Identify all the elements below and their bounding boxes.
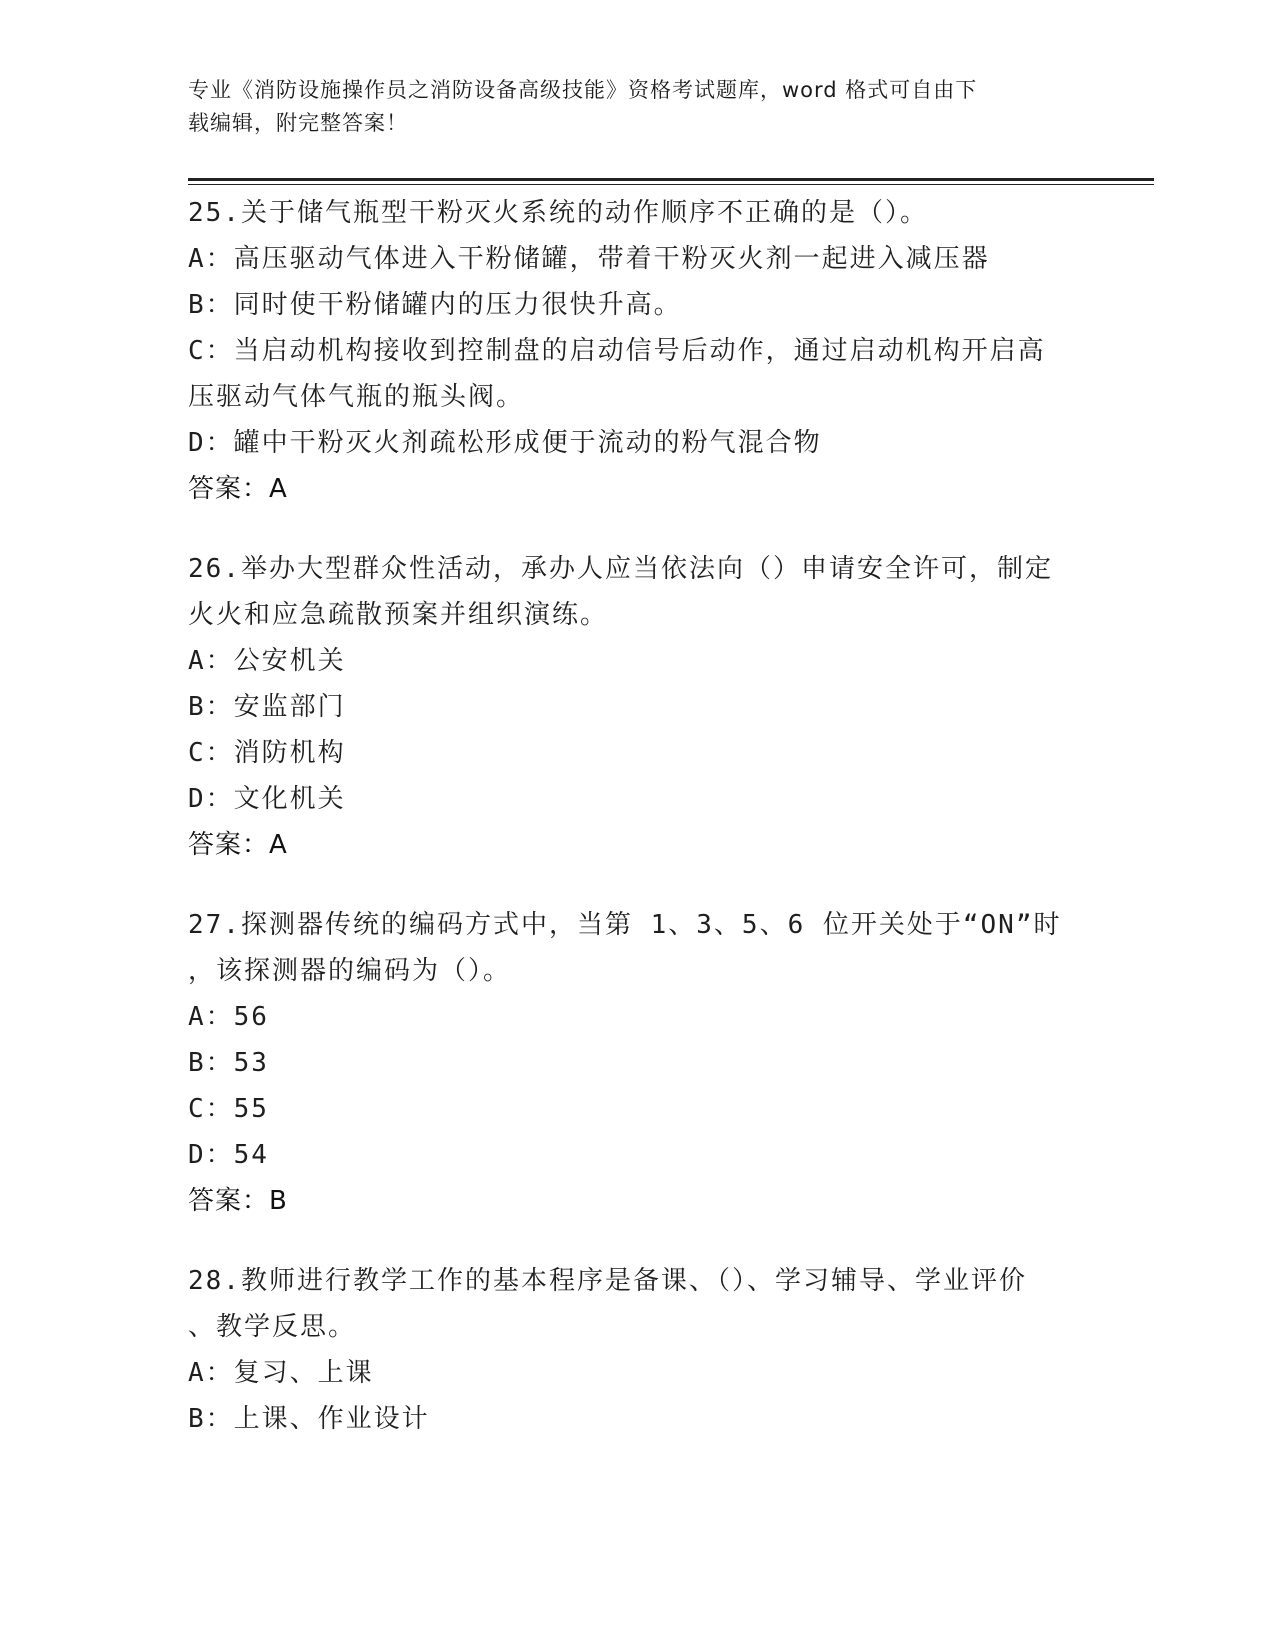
question-list <box>188 190 1088 1476</box>
option-b: B：同时使干粉储罐内的压力很快升高。 <box>188 290 682 320</box>
header-divider-thin <box>188 184 1154 185</box>
header-line-2: 载编辑，附完整答案！ <box>188 111 408 135</box>
document-header <box>188 74 1088 140</box>
option-c: C：当启动机构接收到控制盘的启动信号后动作，通过启动机构开启高 <box>188 336 1046 366</box>
question-stem-continued: ，该探测器的编码为（）。 <box>188 956 512 986</box>
option-a: A：56 <box>188 1002 269 1032</box>
option-b: B：上课、作业设计 <box>188 1404 430 1434</box>
question-27 <box>188 902 1088 1224</box>
option-c: C：消防机构 <box>188 738 346 768</box>
question-25 <box>188 190 1088 512</box>
question-stem-continued: 、教学反思。 <box>188 1312 357 1342</box>
question-stem: 27.探测器传统的编码方式中，当第 1、3、5、6 位开关处于“ON”时 <box>188 910 1062 940</box>
question-stem: 28.教师进行教学工作的基本程序是备课、（）、学习辅导、学业评价 <box>188 1266 1027 1296</box>
question-26 <box>188 546 1088 868</box>
option-b: B：安监部门 <box>188 692 346 722</box>
header-divider-thick <box>188 178 1154 181</box>
option-a: A：复习、上课 <box>188 1358 374 1388</box>
header-line-1: 专业《消防设施操作员之消防设备高级技能》资格考试题库，word 格式可自由下 <box>188 78 978 102</box>
question-stem: 25.关于储气瓶型干粉灭火系统的动作顺序不正确的是（）。 <box>188 198 928 228</box>
option-d: D：54 <box>188 1140 269 1170</box>
question-stem: 26.举办大型群众性活动，承办人应当依法向（）申请安全许可，制定 <box>188 554 1053 584</box>
option-c-continued: 压驱动气体气瓶的瓶头阀。 <box>188 382 525 412</box>
option-d: D：文化机关 <box>188 784 346 814</box>
answer-label: 答案：B <box>188 1186 288 1216</box>
option-b: B：53 <box>188 1048 269 1078</box>
option-a: A：高压驱动气体进入干粉储罐，带着干粉灭火剂一起进入减压器 <box>188 244 990 274</box>
option-d: D：罐中干粉灭火剂疏松形成便于流动的粉气混合物 <box>188 428 822 458</box>
answer-label: 答案：A <box>188 830 288 860</box>
question-stem-continued: 火火和应急疏散预案并组织演练。 <box>188 600 609 630</box>
answer-label: 答案：A <box>188 474 288 504</box>
option-a: A：公安机关 <box>188 646 346 676</box>
option-c: C：55 <box>188 1094 269 1124</box>
question-28 <box>188 1258 1088 1442</box>
